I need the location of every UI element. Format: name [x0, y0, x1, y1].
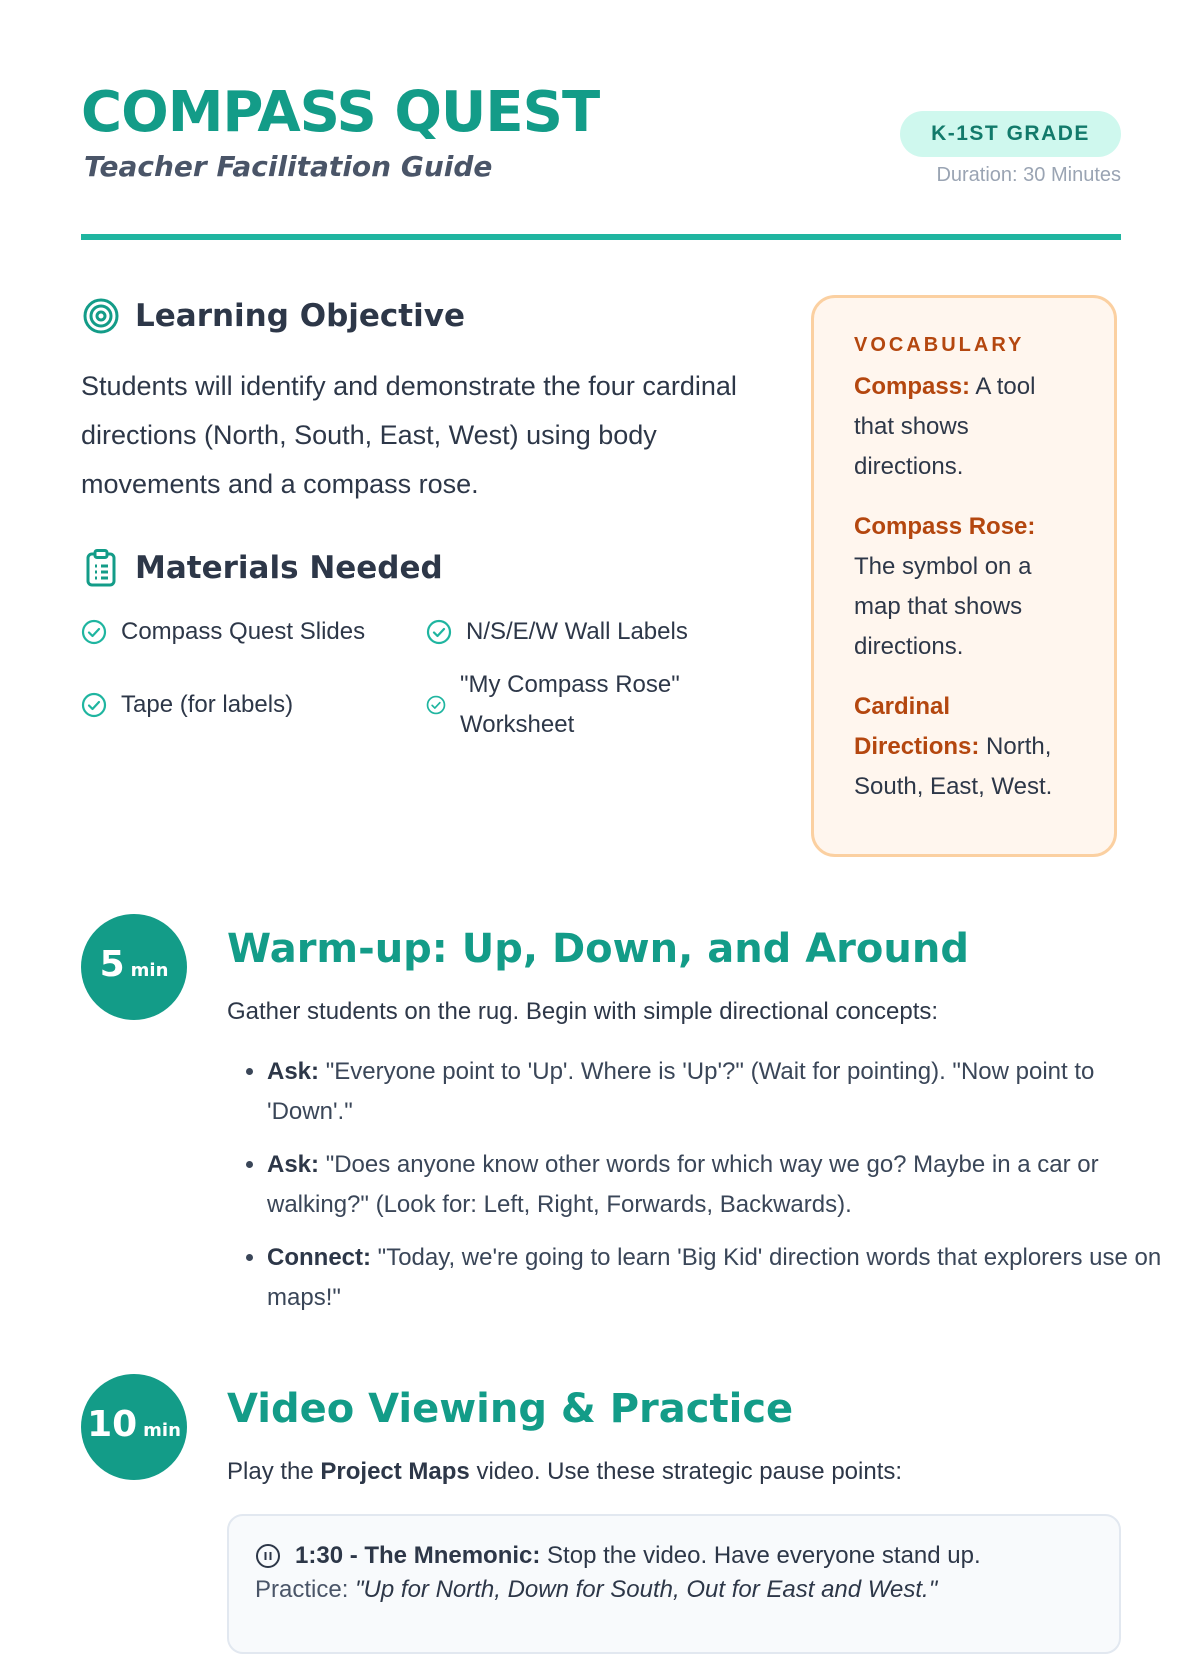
list-item	[426, 612, 688, 652]
video-timer-badge	[81, 1374, 187, 1480]
video-title: Video Viewing & Practice	[227, 1386, 794, 1432]
timer-unit: min	[143, 1420, 181, 1441]
material-label: Tape (for labels)	[121, 691, 294, 718]
video-intro-post: video. Use these strategic pause points:	[469, 1458, 903, 1485]
pause-text: Stop the video. Have everyone stand up.	[540, 1542, 981, 1569]
objective-heading-label: Learning Objective	[135, 298, 465, 334]
materials-heading-label: Materials Needed	[135, 550, 443, 586]
vocab-term: Compass Rose:	[854, 513, 1036, 540]
warmup-intro: Gather students on the rug. Begin with simple directional concepts:	[227, 998, 939, 1025]
material-label: N/S/E/W Wall Labels	[466, 618, 688, 645]
page-subtitle: Teacher Facilitation Guide	[84, 150, 493, 183]
vocab-definition: A tool that shows directions.	[854, 373, 1036, 480]
material-label: "My Compass Rose" Worksheet	[460, 671, 680, 738]
header-divider	[81, 234, 1121, 240]
step-text: "Today, we're going to learn 'Big Kid' direction words that explorers use on maps!"	[267, 1244, 1162, 1311]
duration-text: Duration: 30 Minutes	[936, 164, 1121, 186]
grade-badge: K-1ST GRADE	[900, 111, 1121, 157]
practice-label: Practice:	[255, 1576, 356, 1603]
video-name: Project Maps	[320, 1458, 470, 1485]
warmup-timer-badge	[81, 914, 187, 1020]
objective-text: Students will identify and demonstrate the four cardinal directions (North, South, East, West) using body movements and a compass rose.	[81, 371, 737, 499]
target-icon	[81, 296, 121, 336]
vocabulary-box	[811, 295, 1117, 857]
check-circle-icon	[81, 692, 107, 718]
pause-point-box	[227, 1514, 1121, 1654]
timer-unit: min	[130, 960, 169, 981]
vocab-entry	[854, 687, 1074, 807]
pause-circle-icon	[255, 1543, 281, 1569]
page-title: COMPASS QUEST	[81, 80, 600, 145]
vocab-definition: North, South, East, West.	[854, 733, 1053, 800]
vocab-term: Compass:	[854, 373, 971, 400]
check-circle-icon	[81, 619, 107, 645]
video-intro-pre: Play the	[227, 1458, 321, 1485]
warmup-title: Warm-up: Up, Down, and Around	[227, 926, 969, 972]
timer-minutes: 10	[87, 1404, 138, 1445]
materials-heading	[81, 548, 443, 588]
warmup-steps	[227, 1052, 1167, 1331]
step-text: "Everyone point to 'Up'. Where is 'Up'?" (Wait for pointing). "Now point to 'Down'."	[267, 1058, 1095, 1125]
list-item	[267, 1238, 1167, 1318]
list-item	[81, 685, 293, 725]
vocab-entry	[854, 367, 1074, 487]
check-circle-icon	[426, 619, 452, 645]
pause-point	[255, 1542, 1093, 1570]
clipboard-icon	[81, 548, 121, 588]
video-intro	[227, 1458, 902, 1486]
list-item	[81, 612, 365, 652]
timer-minutes: 5	[99, 944, 125, 985]
step-lead: Ask:	[267, 1151, 320, 1178]
vocab-term: Cardinal Directions:	[854, 693, 980, 760]
step-text: "Does anyone know other words for which way we go? Maybe in a car or walking?" (Look for: Left, Right, Forwards, Backwards).	[267, 1151, 1099, 1218]
list-item	[267, 1145, 1167, 1225]
step-lead: Connect:	[267, 1244, 371, 1271]
vocab-definition: The symbol on a map that shows directions.	[854, 553, 1032, 660]
pause-lead: 1:30 - The Mnemonic:	[295, 1542, 541, 1569]
vocab-entry	[854, 507, 1074, 667]
material-label: Compass Quest Slides	[121, 618, 366, 645]
practice-text: "Up for North, Down for South, Out for East and West."	[355, 1576, 938, 1603]
list-item	[426, 665, 726, 745]
list-item	[267, 1052, 1167, 1132]
check-circle-icon	[426, 695, 446, 715]
vocabulary-label: VOCABULARY	[854, 334, 1025, 356]
step-lead: Ask:	[267, 1058, 320, 1085]
header	[81, 80, 1121, 240]
objective-heading	[81, 296, 465, 336]
